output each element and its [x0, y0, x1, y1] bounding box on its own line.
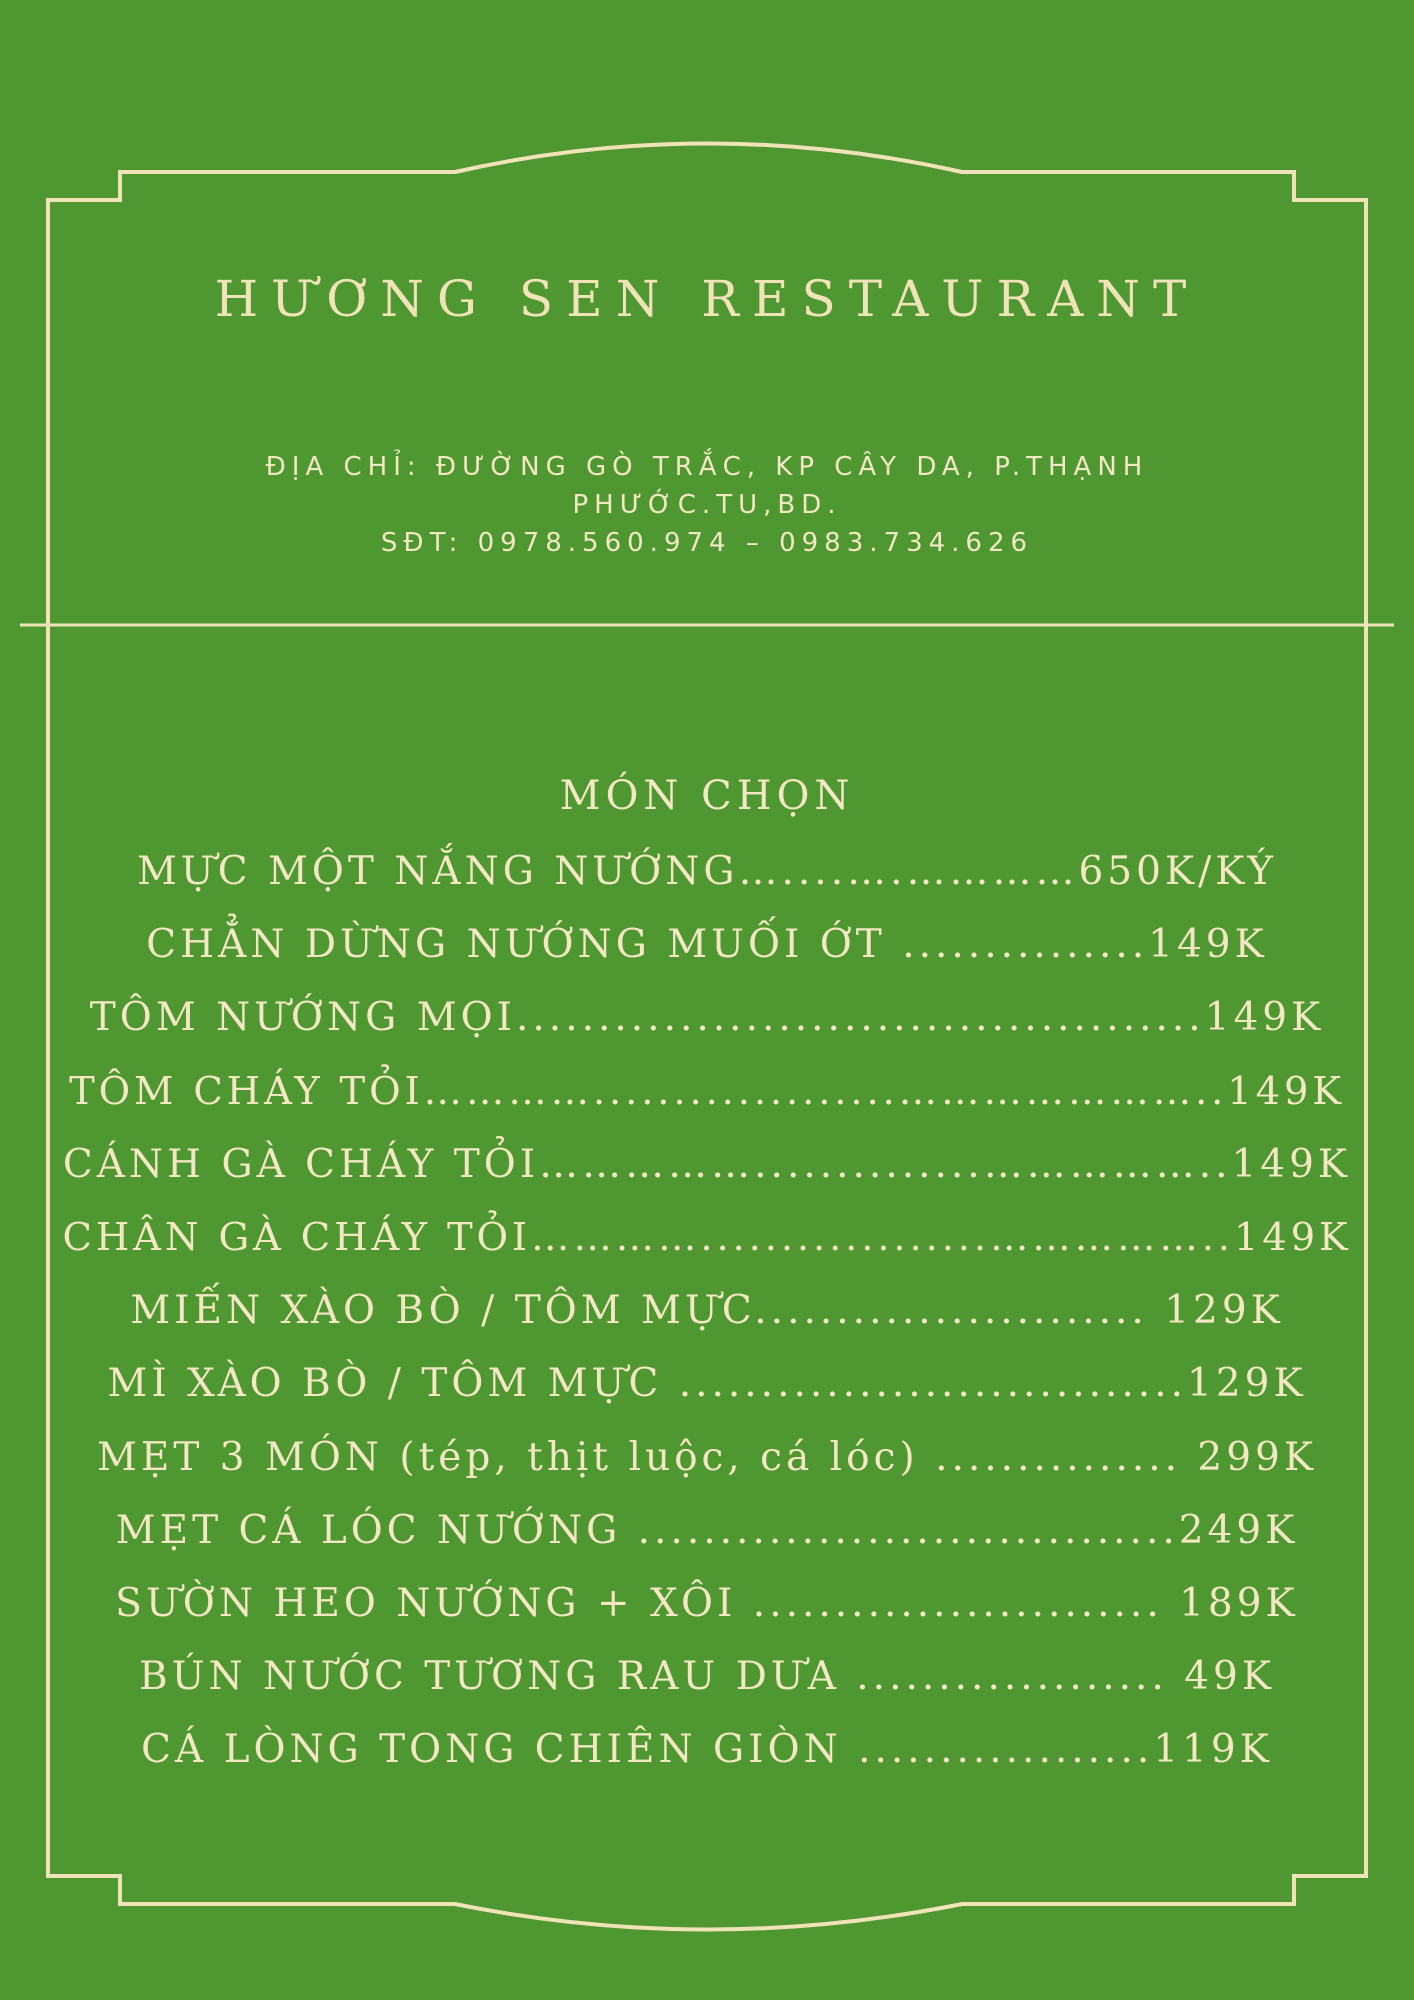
menu-item: MẸT 3 MÓN (tép, thịt luộc, cá lóc) ............... 299K — [96, 1434, 1318, 1480]
menu-item: TÔM CHÁY TỎI…………...................…………………..149K — [69, 1068, 1345, 1114]
menu-item: BÚN NƯỚC TƯƠNG RAU DƯA ................... 49K — [139, 1654, 1275, 1700]
menu-item: TÔM NƯỚNG MỌI..........................................149K — [89, 995, 1325, 1041]
menu-item: MÌ XÀO BÒ / TÔM MỰC ...............................129K — [107, 1361, 1307, 1407]
menu-item: MIẾN XÀO BÒ / TÔM MỰC........................ 129K — [130, 1288, 1284, 1334]
restaurant-name: HƯƠNG SEN RESTAURANT — [214, 270, 1200, 328]
menu-item: CÁNH GÀ CHÁY TỎI……………..............……………..149K — [62, 1141, 1352, 1187]
menu-section — [0, 765, 1414, 1786]
menu-item: CHẲN DỪNG NƯỚNG MUỐI ỚT ...............149K — [146, 922, 1268, 968]
menu-item: MẸT CÁ LÓC NƯỚNG .................................249K — [115, 1507, 1299, 1553]
frame-border-bottom — [48, 1876, 1366, 1930]
menu-item: CÁ LÒNG TONG CHIÊN GIÒN ..................119K — [141, 1727, 1273, 1773]
menu-item: CHÂN GÀ CHÁY TỎI…………..................……………..149K — [62, 1214, 1352, 1260]
menu-list — [0, 835, 1414, 1786]
phone-text: SĐT: 0978.560.974 – 0983.734.626 — [380, 528, 1034, 558]
menu-item: MỰC MỘT NẮNG NƯỚNG…....….…………650K/KÝ — [136, 849, 1278, 894]
menu-item: SƯỜN HEO NƯỚNG + XÔI ......................... 189K — [115, 1580, 1299, 1626]
address-text: ĐỊA CHỈ: ĐƯỜNG GÒ TRẮC, KP CÂY DA, P.THẠNH PHƯỚC.TU,BD. — [265, 452, 1149, 520]
contact-info — [150, 448, 1264, 562]
menu-heading: MÓN CHỌN — [559, 773, 855, 819]
